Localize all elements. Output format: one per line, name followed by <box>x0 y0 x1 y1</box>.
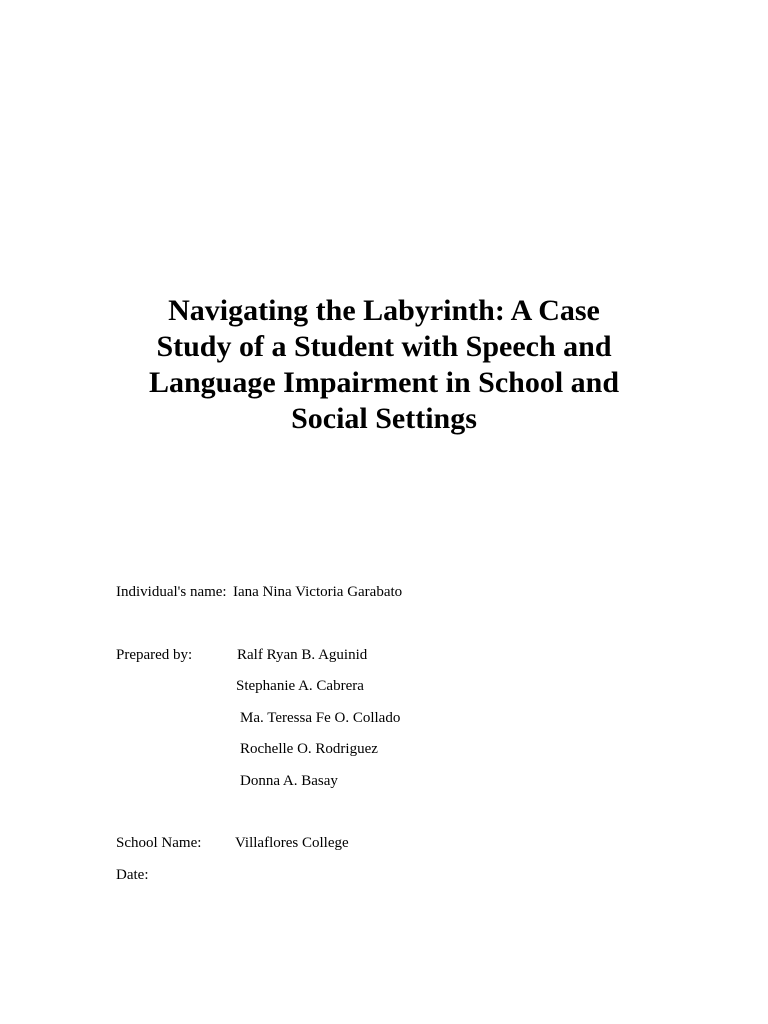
preparer-name: Ma. Teressa Fe O. Collado <box>240 710 401 726</box>
document-title <box>100 293 668 437</box>
preparer-name: Donna A. Basay <box>240 773 338 789</box>
individual-name-value: Iana Nina Victoria Garabato <box>233 584 403 600</box>
preparer-name: Rochelle O. Rodriguez <box>240 741 378 757</box>
prepared-by-label: Prepared by: <box>116 647 193 663</box>
school-name-label: School Name: <box>116 835 202 851</box>
date-label: Date: <box>116 867 149 883</box>
preparer-name: Stephanie A. Cabrera <box>236 678 364 694</box>
preparer-name: Ralf Ryan B. Aguinid <box>237 647 368 663</box>
title-line: Social Settings <box>291 402 477 435</box>
school-name-value: Villaflores College <box>235 835 349 851</box>
title-line: Navigating the Labyrinth: A Case <box>168 294 600 327</box>
individual-name-label: Individual's name: <box>116 584 227 600</box>
title-line: Language Impairment in School and <box>148 366 620 399</box>
title-line: Study of a Student with Speech and <box>156 330 612 363</box>
